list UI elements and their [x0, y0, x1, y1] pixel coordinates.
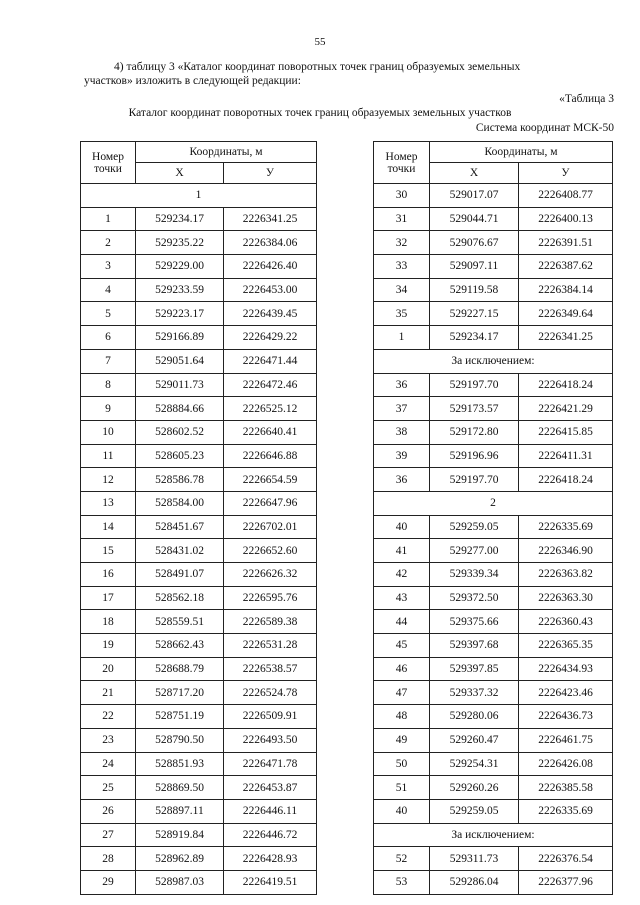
coord-x: 528919.84 — [136, 823, 224, 847]
coord-y: 2226335.69 — [519, 799, 613, 823]
point-number: 49 — [374, 728, 430, 752]
table-row — [81, 278, 317, 302]
coord-x: 529051.64 — [136, 349, 224, 373]
coord-x: 529260.47 — [430, 728, 519, 752]
point-number: 24 — [81, 752, 136, 776]
point-number: 2 — [81, 231, 136, 255]
table-row — [374, 657, 613, 681]
section-label: За исключением: — [374, 823, 613, 847]
point-number: 1 — [81, 207, 136, 231]
coord-x: 529397.68 — [430, 634, 519, 658]
coord-x: 529017.07 — [430, 184, 519, 208]
coord-y: 2226471.78 — [224, 752, 317, 776]
coord-y: 2226595.76 — [224, 586, 317, 610]
table-row — [374, 728, 613, 752]
table-row — [81, 847, 317, 871]
coord-y: 2226446.11 — [224, 799, 317, 823]
coord-y: 2226418.24 — [519, 468, 613, 492]
point-number: 12 — [81, 468, 136, 492]
coord-y: 2226702.01 — [224, 515, 317, 539]
coord-x: 529259.05 — [430, 799, 519, 823]
coord-x: 529223.17 — [136, 302, 224, 326]
coord-x: 529254.31 — [430, 752, 519, 776]
coord-y: 2226453.87 — [224, 776, 317, 800]
coord-x: 528987.03 — [136, 870, 224, 894]
coord-y: 2226363.82 — [519, 563, 613, 587]
coord-x: 529197.70 — [430, 468, 519, 492]
point-number: 51 — [374, 776, 430, 800]
point-number: 48 — [374, 705, 430, 729]
point-number: 25 — [81, 776, 136, 800]
table-row — [81, 799, 317, 823]
coord-y: 2226341.25 — [224, 207, 317, 231]
coord-y: 2226346.90 — [519, 539, 613, 563]
point-number: 23 — [81, 728, 136, 752]
table-row — [374, 515, 613, 539]
point-number: 28 — [81, 847, 136, 871]
table-row — [374, 681, 613, 705]
table-row — [81, 728, 317, 752]
point-number: 41 — [374, 539, 430, 563]
coord-x: 528562.18 — [136, 586, 224, 610]
point-number: 7 — [81, 349, 136, 373]
coord-y: 2226439.45 — [224, 302, 317, 326]
point-number: 10 — [81, 420, 136, 444]
table-row — [374, 776, 613, 800]
point-number: 13 — [81, 491, 136, 515]
table-row — [374, 444, 613, 468]
point-number: 29 — [81, 870, 136, 894]
table-row — [81, 207, 317, 231]
table-row — [81, 752, 317, 776]
table-row — [374, 752, 613, 776]
point-number: 40 — [374, 799, 430, 823]
coord-x: 528851.93 — [136, 752, 224, 776]
coord-y: 2226647.96 — [224, 491, 317, 515]
point-number: 8 — [81, 373, 136, 397]
coord-x: 529280.06 — [430, 705, 519, 729]
point-number: 39 — [374, 444, 430, 468]
coord-x: 529044.71 — [430, 207, 519, 231]
table-label: «Таблица 3 — [559, 93, 614, 105]
coord-y: 2226415.85 — [519, 420, 613, 444]
coord-y: 2226349.64 — [519, 302, 613, 326]
coord-y: 2226646.88 — [224, 444, 317, 468]
coordinates-table-left — [80, 141, 317, 895]
coord-y: 2226453.00 — [224, 278, 317, 302]
section-row — [374, 491, 613, 515]
coord-y: 2226428.93 — [224, 847, 317, 871]
table-row — [81, 681, 317, 705]
point-number: 15 — [81, 539, 136, 563]
table-row — [81, 657, 317, 681]
coord-y: 2226363.30 — [519, 586, 613, 610]
coord-y: 2226335.69 — [519, 515, 613, 539]
point-number: 32 — [374, 231, 430, 255]
point-number: 30 — [374, 184, 430, 208]
intro-line-2: участков» изложить в следующей редакции: — [84, 75, 301, 87]
table-row — [81, 634, 317, 658]
point-number: 21 — [81, 681, 136, 705]
coord-y: 2226341.25 — [519, 326, 613, 350]
coord-x: 528962.89 — [136, 847, 224, 871]
coord-y: 2226400.13 — [519, 207, 613, 231]
coord-x: 528897.11 — [136, 799, 224, 823]
point-number: 37 — [374, 397, 430, 421]
coord-x: 528586.78 — [136, 468, 224, 492]
coord-y: 2226376.54 — [519, 847, 613, 871]
point-number: 16 — [81, 563, 136, 587]
point-number: 45 — [374, 634, 430, 658]
coord-x: 529233.59 — [136, 278, 224, 302]
coord-y: 2226429.22 — [224, 326, 317, 350]
coord-y: 2226654.59 — [224, 468, 317, 492]
point-number: 40 — [374, 515, 430, 539]
coord-y: 2226423.46 — [519, 681, 613, 705]
section-label: За исключением: — [374, 349, 613, 373]
coord-y: 2226446.72 — [224, 823, 317, 847]
coord-x: 529173.57 — [430, 397, 519, 421]
table-row — [374, 373, 613, 397]
coord-x: 529372.50 — [430, 586, 519, 610]
header-coordinates: Координаты, м — [430, 142, 613, 163]
table-row — [81, 349, 317, 373]
table-row — [374, 870, 613, 894]
point-number: 22 — [81, 705, 136, 729]
coord-x: 529337.32 — [430, 681, 519, 705]
coord-x: 529311.73 — [430, 847, 519, 871]
coord-y: 2226421.29 — [519, 397, 613, 421]
table-row — [374, 847, 613, 871]
coord-x: 529197.70 — [430, 373, 519, 397]
coord-y: 2226411.31 — [519, 444, 613, 468]
page-number: 55 — [314, 36, 326, 48]
coord-y: 2226461.75 — [519, 728, 613, 752]
coord-y: 2226524.78 — [224, 681, 317, 705]
coord-y: 2226384.14 — [519, 278, 613, 302]
table-row — [81, 586, 317, 610]
coord-x: 528869.50 — [136, 776, 224, 800]
coord-x: 529234.17 — [136, 207, 224, 231]
coord-x: 529229.00 — [136, 255, 224, 279]
coord-y: 2226509.91 — [224, 705, 317, 729]
header-point-number: Номер точки — [81, 142, 136, 184]
point-number: 17 — [81, 586, 136, 610]
table-row — [374, 539, 613, 563]
point-number: 47 — [374, 681, 430, 705]
header-x: Х — [430, 163, 519, 184]
point-number: 44 — [374, 610, 430, 634]
intro-paragraph — [84, 60, 616, 88]
coordinate-system: Система координат МСК-50 — [475, 122, 614, 134]
table-row — [81, 563, 317, 587]
coord-x: 528790.50 — [136, 728, 224, 752]
coord-y: 2226418.24 — [519, 373, 613, 397]
coord-y: 2226471.44 — [224, 349, 317, 373]
coord-y: 2226538.57 — [224, 657, 317, 681]
point-number: 3 — [81, 255, 136, 279]
coord-x: 529260.26 — [430, 776, 519, 800]
point-number: 18 — [81, 610, 136, 634]
coord-y: 2226531.28 — [224, 634, 317, 658]
section-row — [374, 349, 613, 373]
point-number: 1 — [374, 326, 430, 350]
table-row — [81, 373, 317, 397]
table-row — [374, 705, 613, 729]
header-point-number: Номер точки — [374, 142, 430, 184]
table-row — [374, 610, 613, 634]
point-number: 50 — [374, 752, 430, 776]
table-row — [374, 634, 613, 658]
coord-x: 529286.04 — [430, 870, 519, 894]
coord-x: 529234.17 — [430, 326, 519, 350]
point-number: 36 — [374, 468, 430, 492]
coord-x: 528451.67 — [136, 515, 224, 539]
point-number: 38 — [374, 420, 430, 444]
table-row — [81, 705, 317, 729]
point-number: 6 — [81, 326, 136, 350]
intro-line-1: 4) таблицу 3 «Каталог координат поворотных точек границ образуемых земельных — [114, 61, 521, 73]
table-row — [374, 420, 613, 444]
table-row — [374, 207, 613, 231]
point-number: 52 — [374, 847, 430, 871]
point-number: 19 — [81, 634, 136, 658]
coord-y: 2226434.93 — [519, 657, 613, 681]
coord-x: 529119.58 — [430, 278, 519, 302]
coord-x: 529339.34 — [430, 563, 519, 587]
table-row — [81, 302, 317, 326]
coord-y: 2226387.62 — [519, 255, 613, 279]
coordinates-table-right — [373, 141, 613, 895]
table-row — [374, 302, 613, 326]
coord-x: 529235.22 — [136, 231, 224, 255]
coord-x: 528605.23 — [136, 444, 224, 468]
coord-y: 2226365.35 — [519, 634, 613, 658]
table-row — [374, 231, 613, 255]
table-row — [81, 870, 317, 894]
point-number: 53 — [374, 870, 430, 894]
coord-y: 2226493.50 — [224, 728, 317, 752]
coord-y: 2226391.51 — [519, 231, 613, 255]
coord-y: 2226385.58 — [519, 776, 613, 800]
table-row — [374, 563, 613, 587]
coord-y: 2226472.46 — [224, 373, 317, 397]
table-row — [374, 799, 613, 823]
point-number: 27 — [81, 823, 136, 847]
coord-x: 528431.02 — [136, 539, 224, 563]
table-row — [81, 397, 317, 421]
coord-x: 529097.11 — [430, 255, 519, 279]
coord-x: 529259.05 — [430, 515, 519, 539]
point-number: 35 — [374, 302, 430, 326]
coord-x: 528559.51 — [136, 610, 224, 634]
point-number: 4 — [81, 278, 136, 302]
coord-x: 528884.66 — [136, 397, 224, 421]
section-row — [374, 823, 613, 847]
table-row — [81, 420, 317, 444]
coord-y: 2226525.12 — [224, 397, 317, 421]
table-row — [81, 468, 317, 492]
section-label: 2 — [374, 491, 613, 515]
table-row — [81, 444, 317, 468]
table-row — [81, 515, 317, 539]
coord-x: 528584.00 — [136, 491, 224, 515]
table-row — [81, 491, 317, 515]
section-label: 1 — [81, 184, 317, 208]
table-row — [374, 397, 613, 421]
table-title: Каталог координат поворотных точек границ образуемых земельных участков — [128, 107, 512, 119]
coord-y: 2226652.60 — [224, 539, 317, 563]
coord-x: 529397.85 — [430, 657, 519, 681]
coord-x: 529277.00 — [430, 539, 519, 563]
point-number: 26 — [81, 799, 136, 823]
header-x: Х — [136, 163, 224, 184]
coord-y: 2226426.40 — [224, 255, 317, 279]
coord-y: 2226360.43 — [519, 610, 613, 634]
point-number: 20 — [81, 657, 136, 681]
table-row — [81, 610, 317, 634]
coord-x: 528662.43 — [136, 634, 224, 658]
coord-x: 529375.66 — [430, 610, 519, 634]
coord-x: 528688.79 — [136, 657, 224, 681]
table-row — [374, 468, 613, 492]
coord-y: 2226626.32 — [224, 563, 317, 587]
point-number: 36 — [374, 373, 430, 397]
table-row — [81, 776, 317, 800]
table-row — [81, 255, 317, 279]
coord-y: 2226408.77 — [519, 184, 613, 208]
point-number: 33 — [374, 255, 430, 279]
header-coordinates: Координаты, м — [136, 142, 317, 163]
point-number: 46 — [374, 657, 430, 681]
header-y: У — [224, 163, 317, 184]
coord-y: 2226589.38 — [224, 610, 317, 634]
point-number: 34 — [374, 278, 430, 302]
coord-x: 529196.96 — [430, 444, 519, 468]
coord-x: 529076.67 — [430, 231, 519, 255]
table-row — [81, 231, 317, 255]
coord-x: 529166.89 — [136, 326, 224, 350]
table-row — [81, 823, 317, 847]
coord-y: 2226426.08 — [519, 752, 613, 776]
coord-y: 2226384.06 — [224, 231, 317, 255]
point-number: 11 — [81, 444, 136, 468]
coord-x: 529227.15 — [430, 302, 519, 326]
point-number: 42 — [374, 563, 430, 587]
point-number: 9 — [81, 397, 136, 421]
coord-x: 528602.52 — [136, 420, 224, 444]
table-row — [374, 278, 613, 302]
table-row — [374, 184, 613, 208]
coord-x: 529011.73 — [136, 373, 224, 397]
point-number: 14 — [81, 515, 136, 539]
coord-y: 2226640.41 — [224, 420, 317, 444]
coord-y: 2226377.96 — [519, 870, 613, 894]
coord-x: 528717.20 — [136, 681, 224, 705]
table-row — [81, 539, 317, 563]
point-number: 43 — [374, 586, 430, 610]
coord-y: 2226419.51 — [224, 870, 317, 894]
table-row — [81, 326, 317, 350]
table-row — [374, 326, 613, 350]
coord-x: 529172.80 — [430, 420, 519, 444]
point-number: 5 — [81, 302, 136, 326]
coord-x: 528491.07 — [136, 563, 224, 587]
header-y: У — [519, 163, 613, 184]
point-number: 31 — [374, 207, 430, 231]
coord-x: 528751.19 — [136, 705, 224, 729]
table-row — [374, 255, 613, 279]
coord-y: 2226436.73 — [519, 705, 613, 729]
section-row — [81, 184, 317, 208]
table-row — [374, 586, 613, 610]
